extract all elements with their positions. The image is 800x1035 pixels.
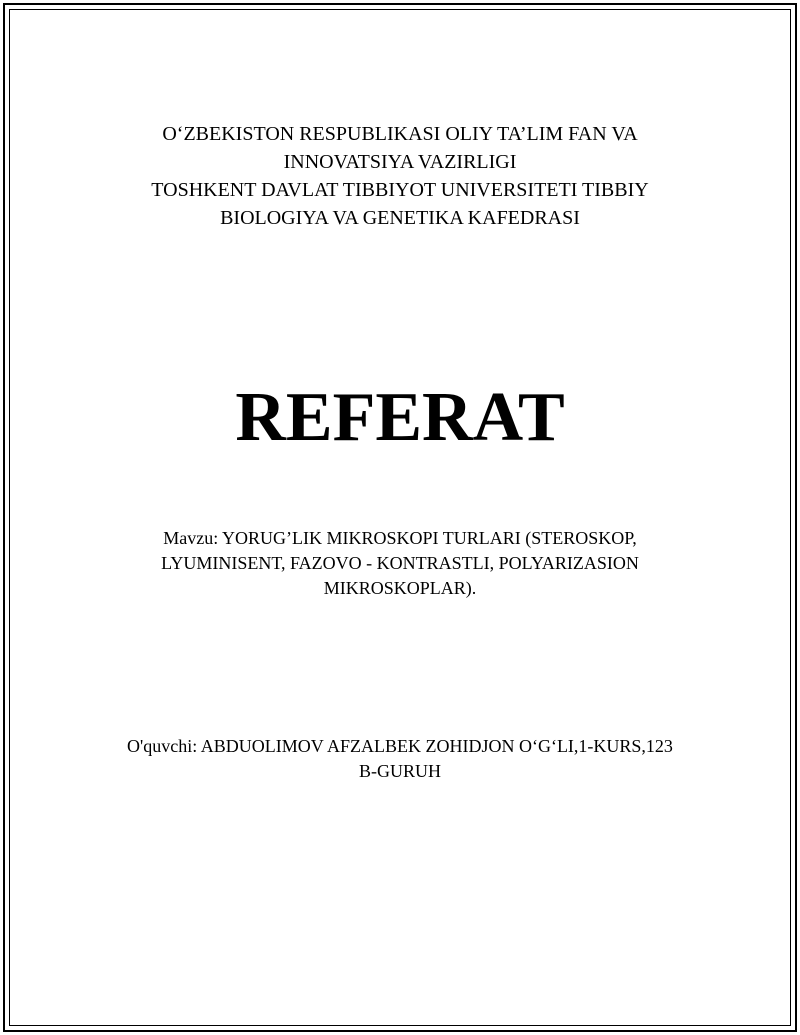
student-line: B-GURUH bbox=[358, 761, 441, 781]
topic-block bbox=[0, 526, 800, 601]
student-line: O'quvchi: ABDUOLIMOV AFZALBEK ZOHIDJON O‘G‘LI,1-KURS,123 bbox=[127, 736, 673, 756]
topic-line: Mavzu: YORUG’LIK MIKROSKOPI TURLARI (STEROSKOP, bbox=[163, 528, 637, 548]
header-line: O‘ZBEKISTON RESPUBLIKASI OLIY TA’LIM FAN VA bbox=[162, 123, 638, 145]
student-block bbox=[0, 734, 800, 784]
document-title: REFERAT bbox=[235, 379, 565, 456]
header-line: BIOLOGIYA VA GENETIKA KAFEDRASI bbox=[220, 207, 580, 229]
institution-header bbox=[0, 120, 800, 232]
header-line: TOSHKENT DAVLAT TIBBIYOT UNIVERSITETI TIBBIY bbox=[151, 179, 649, 201]
header-line: INNOVATSIYA VAZIRLIGI bbox=[283, 151, 517, 173]
topic-line: MIKROSKOPLAR). bbox=[323, 578, 477, 598]
topic-line: LYUMINISENT, FAZOVO - KONTRASTLI, POLYARIZASION bbox=[161, 553, 639, 573]
